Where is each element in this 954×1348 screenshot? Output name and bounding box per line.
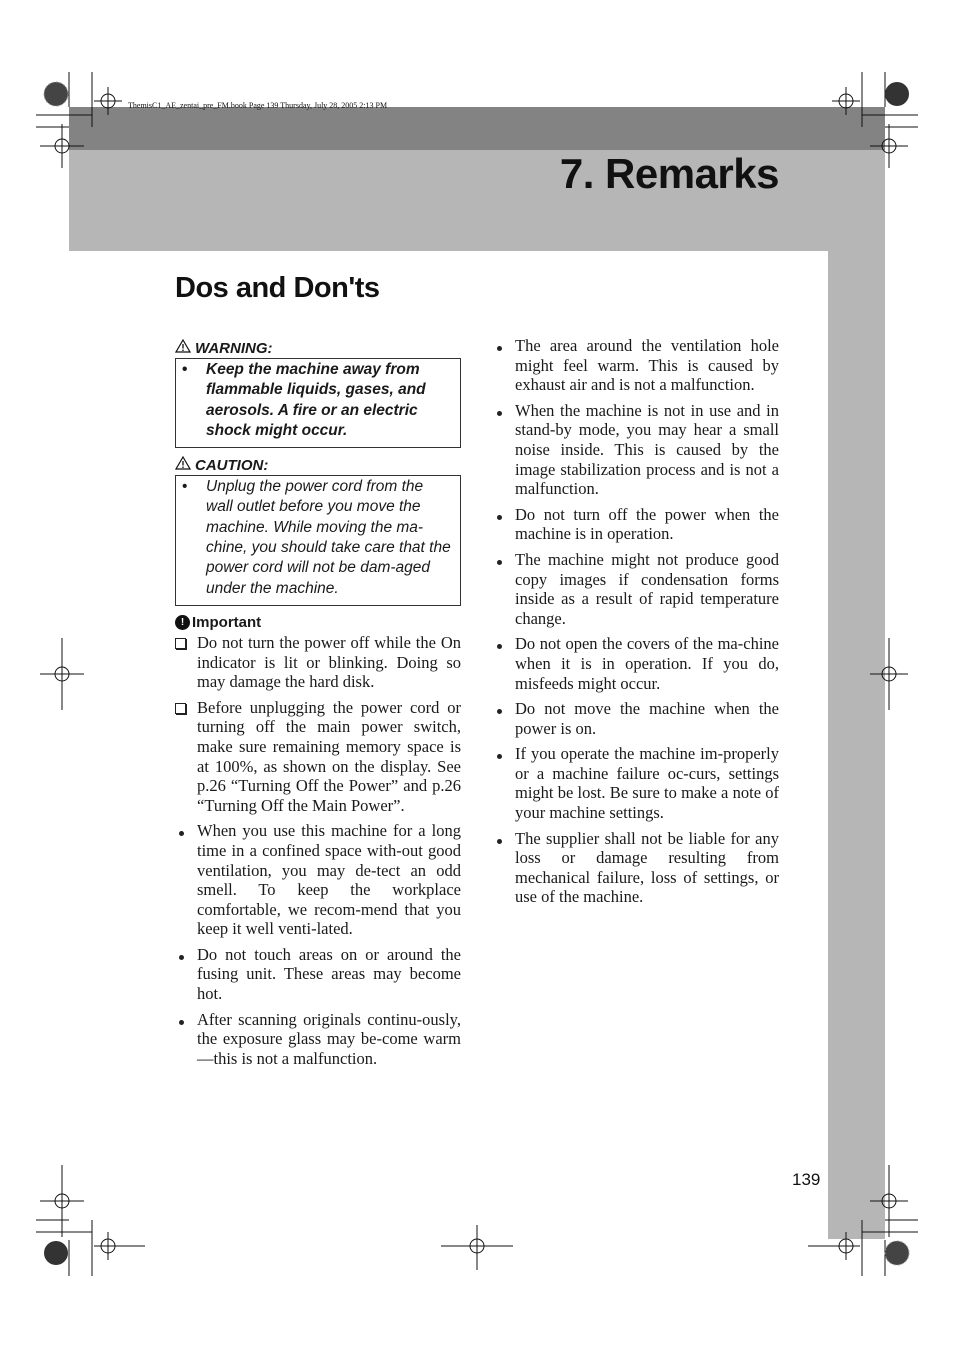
caution-label: CAUTION: xyxy=(195,456,269,474)
caution-triangle-icon xyxy=(175,456,191,474)
caution-item: • Unplug the power cord from the wall outlet before you move the machine. While moving the ma-chine, you should take care that the power cord will not be dam-aged under the machine. xyxy=(180,477,452,599)
page-number: 139 xyxy=(792,1170,821,1189)
caution-box xyxy=(175,475,461,606)
bullet-icon xyxy=(497,515,502,520)
bullet-icon xyxy=(179,1020,184,1025)
list-item: The machine might not produce good copy images if condensation forms inside as a result of rapid temperature change. xyxy=(493,550,779,628)
bullet-icon: • xyxy=(182,361,188,378)
checkbox-bullet-icon xyxy=(175,638,186,649)
important-item: Do not turn the power off while the On indicator is lit or blinking. Doing so may damage the hard disk. xyxy=(175,633,461,692)
list-item: If you operate the machine im-properly or a machine failure oc-curs, settings might be lost. Be sure to make a note of your machine settings. xyxy=(493,744,779,822)
list-item: The supplier shall not be liable for any loss or damage resulting from mechanical failure, loss of settings, or use of the machine. xyxy=(493,829,779,907)
important-item: Before unplugging the power cord or turning off the main power switch, make sure remaining memory space is at 100%, as shown on the display. See p.26 “Turning Off the Power” and p.26 “Turning Off the Main Power”. xyxy=(175,698,461,816)
file-header: ThemisC1_AE_zentai_pre_FM.book Page 139 Thursday, July 28, 2005 2:13 PM xyxy=(128,101,388,110)
checkbox-bullet-icon xyxy=(175,703,186,714)
list-item: When the machine is not in use and in stand-by mode, you may hear a small noise inside. This is caused by the image stabilization process and is not a malfunction. xyxy=(493,401,779,499)
warning-item: • Keep the machine away from flammable liquids, gases, and aerosols. A fire or an electric shock might occur. xyxy=(180,360,452,441)
bullet-icon xyxy=(497,411,502,416)
bullet-icon: • xyxy=(182,478,188,496)
list-item: After scanning originals continu-ously, the exposure glass may be-come warm—this is not a malfunction. xyxy=(175,1010,461,1069)
list-item: Do not turn off the power when the machine is in operation. xyxy=(493,505,779,544)
bullet-icon xyxy=(497,644,502,649)
important-heading xyxy=(175,613,461,633)
bullet-icon xyxy=(497,754,502,759)
warning-heading xyxy=(175,338,461,358)
bullet-icon xyxy=(497,560,502,565)
warning-label: WARNING: xyxy=(195,339,273,357)
list-item: The area around the ventilation hole might feel warm. This is caused by exhaust air and is not a malfunction. xyxy=(493,336,779,395)
warning-box xyxy=(175,358,461,448)
caution-heading xyxy=(175,455,461,475)
list-item: Do not open the covers of the ma-chine when it is in operation. If you do, misfeeds might occur. xyxy=(493,634,779,693)
list-item: Do not touch areas on or around the fusing unit. These areas may become hot. xyxy=(175,945,461,1004)
bullet-icon xyxy=(179,831,184,836)
important-label: Important xyxy=(192,614,262,632)
bullet-icon xyxy=(497,346,502,351)
bullet-icon xyxy=(497,839,502,844)
left-column xyxy=(175,338,461,1074)
list-item: When you use this machine for a long time in a confined space with-out good ventilation, you may de-tect an odd smell. To keep the workplace comfortable, we recom-mend that you keep it well venti-lated. xyxy=(175,821,461,939)
section-title: Dos and Don'ts xyxy=(175,272,380,304)
warning-triangle-icon xyxy=(175,339,191,357)
chapter-title: 7. Remarks xyxy=(559,150,779,197)
right-column xyxy=(493,336,779,913)
bullet-icon xyxy=(179,955,184,960)
important-badge-icon: ! xyxy=(175,615,190,630)
list-item: Do not move the machine when the power is on. xyxy=(493,699,779,738)
bullet-icon xyxy=(497,709,502,714)
